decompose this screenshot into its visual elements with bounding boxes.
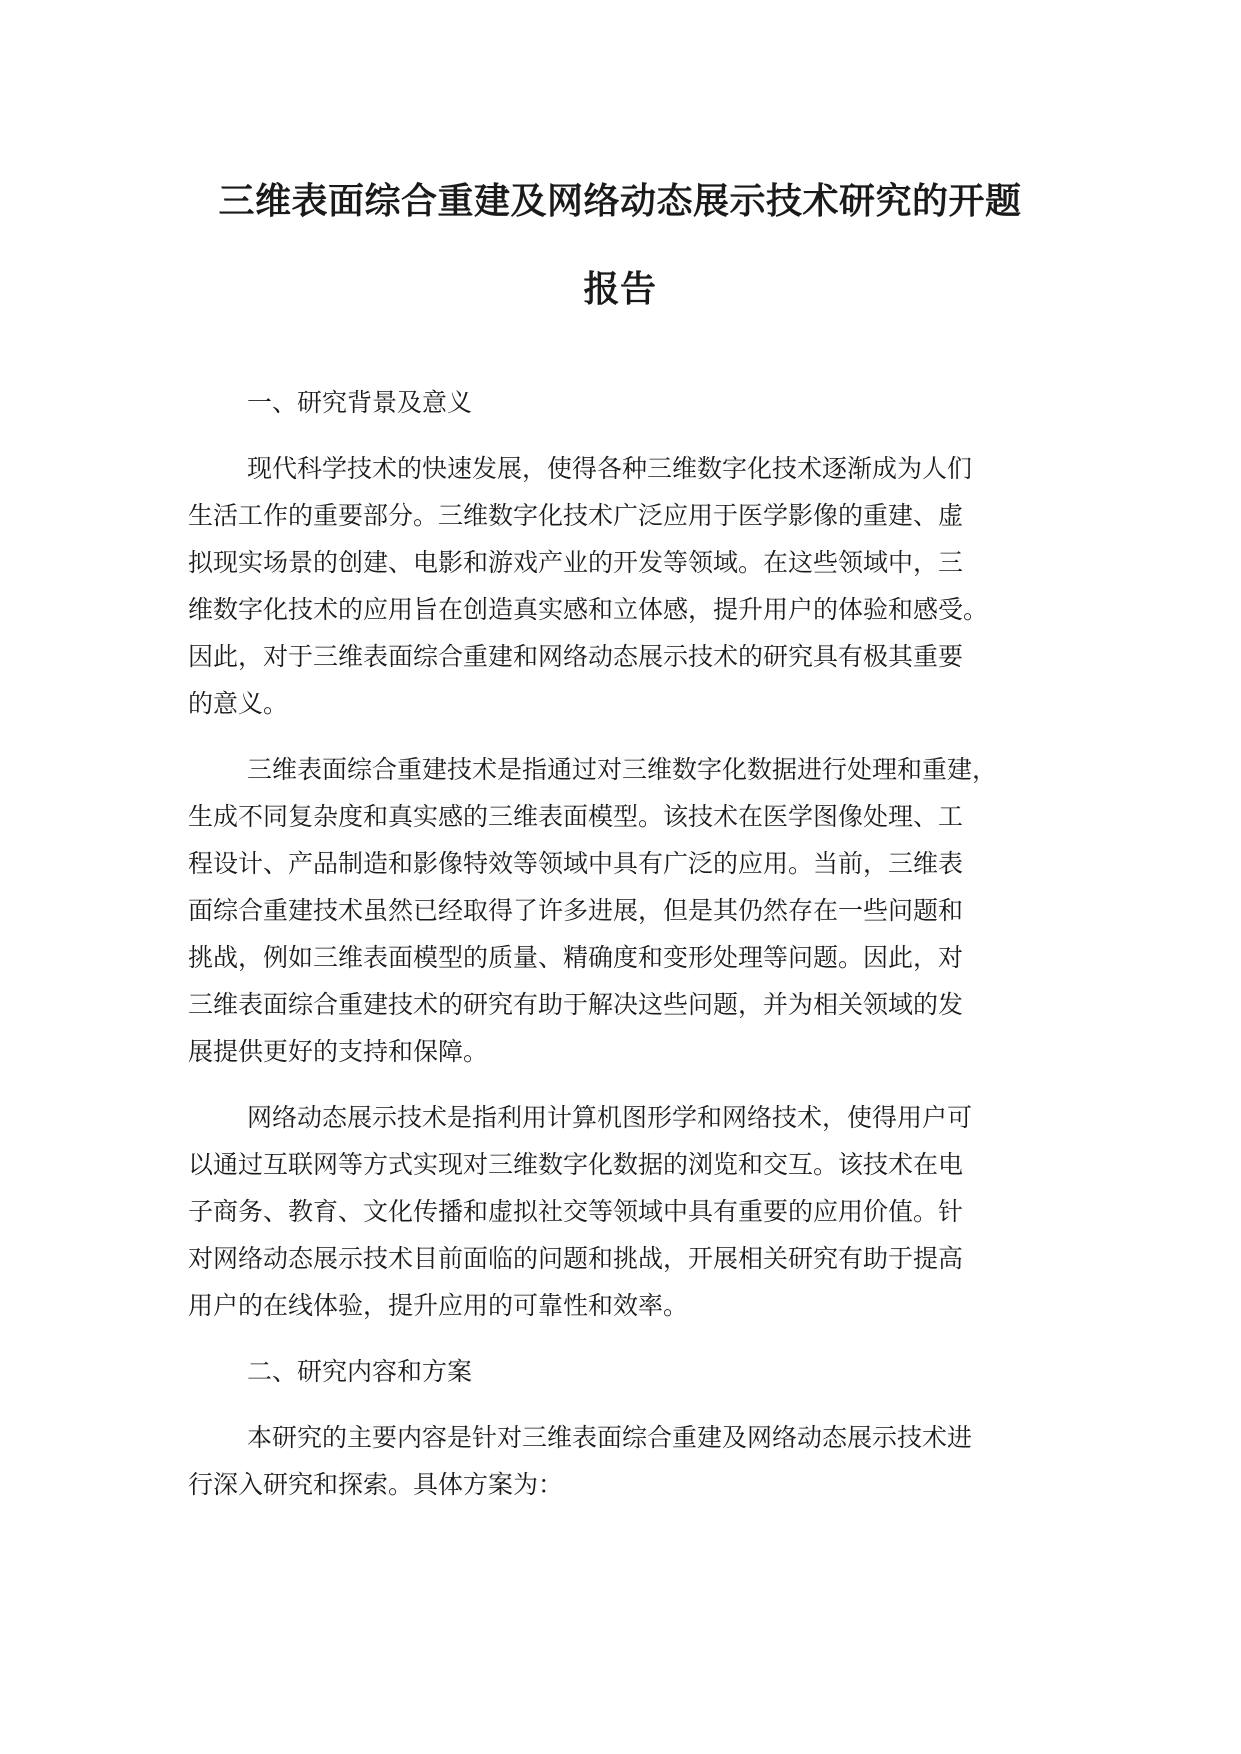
document-title	[185, 158, 1055, 334]
paragraph	[188, 1414, 1068, 1508]
paragraph-line: 本研究的主要内容是针对三维表面综合重建及网络动态展示技术进	[247, 1423, 973, 1452]
paragraph-line: 挑战，例如三维表面模型的质量、精确度和变形处理等问题。因此，对	[188, 943, 964, 972]
paragraph	[188, 445, 1068, 727]
paragraph-line: 以通过互联网等方式实现对三维数字化数据的浏览和交互。该技术在电	[188, 1150, 964, 1179]
paragraph-line: 三维表面综合重建技术的研究有助于解决这些问题，并为相关领域的发	[188, 990, 964, 1019]
paragraph-line: 程设计、产品制造和影像特效等领域中具有广泛的应用。当前，三维表	[188, 849, 964, 878]
paragraph	[188, 1094, 1068, 1329]
paragraph-line: 生成不同复杂度和真实感的三维表面模型。该技术在医学图像处理、工	[188, 802, 964, 831]
paragraph-line: 的意义。	[188, 689, 289, 718]
paragraph-line: 对网络动态展示技术目前面临的问题和挑战，开展相关研究有助于提高	[188, 1244, 964, 1273]
paragraph-line: 现代科学技术的快速发展，使得各种三维数字化技术逐渐成为人们	[247, 454, 973, 483]
paragraph-line: 生活工作的重要部分。三维数字化技术广泛应用于医学影像的重建、虚	[188, 501, 964, 530]
paragraph-line: 用户的在线体验，提升应用的可靠性和效率。	[188, 1291, 689, 1320]
document-body	[188, 379, 1068, 1527]
title-line: 报告	[583, 269, 657, 310]
paragraph-line: 子商务、教育、文化传播和虚拟社交等领域中具有重要的应用价值。针	[188, 1197, 964, 1226]
title-line: 三维表面综合重建及网络动态展示技术研究的开题	[218, 181, 1022, 222]
paragraph	[188, 746, 1068, 1075]
paragraph-line: 因此，对于三维表面综合重建和网络动态展示技术的研究具有极其重要	[188, 642, 964, 671]
paragraph-line: 三维表面综合重建技术是指通过对三维数字化数据进行处理和重建，	[247, 755, 998, 784]
paragraph-line: 网络动态展示技术是指利用计算机图形学和网络技术，使得用户可	[247, 1103, 973, 1132]
paragraph-line: 行深入研究和探索。具体方案为：	[188, 1470, 564, 1499]
paragraph-line: 展提供更好的支持和保障。	[188, 1037, 489, 1066]
section-heading: 一、研究背景及意义	[247, 388, 473, 417]
paragraph-line: 拟现实场景的创建、电影和游戏产业的开发等领域。在这些领域中，三	[188, 548, 964, 577]
paragraph-line: 维数字化技术的应用旨在创造真实感和立体感，提升用户的体验和感受。	[188, 595, 989, 624]
section-heading: 二、研究内容和方案	[247, 1357, 473, 1386]
paragraph-line: 面综合重建技术虽然已经取得了许多进展，但是其仍然存在一些问题和	[188, 896, 964, 925]
